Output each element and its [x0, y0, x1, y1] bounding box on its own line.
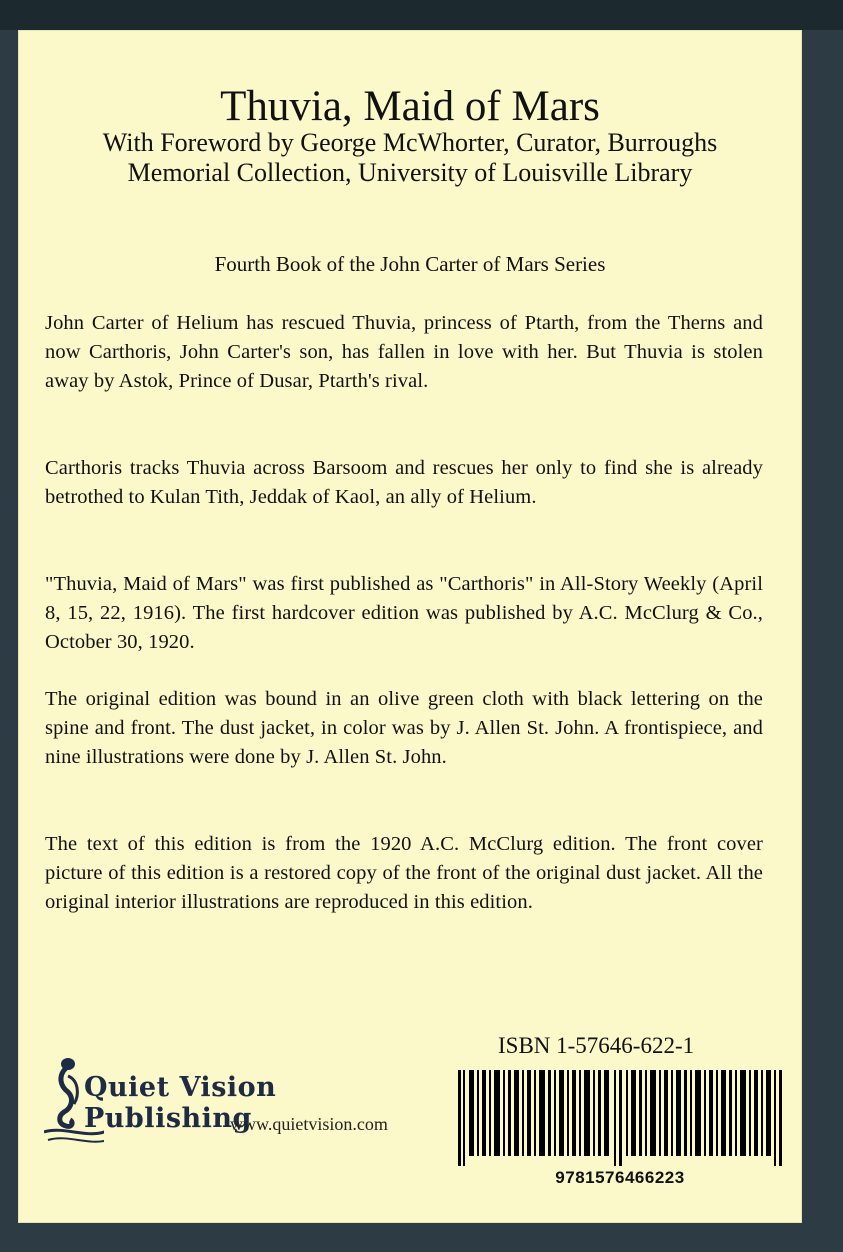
blurb-paragraph: John Carter of Helium has rescued Thuvia, princess of Ptarth, from the Therns and now Carthoris, John Carter's son, has fallen in love with her. But Thuvia is stolen away by Astok, Prince of Dusar, Ptarth's rival. [45, 312, 763, 392]
publisher-url: www.quietvision.com [230, 1114, 388, 1134]
publisher-logo [44, 1050, 444, 1150]
barcode-icon [456, 1070, 784, 1166]
blurb-paragraph: The original edition was bound in an olive green cloth with black lettering on the spine and front. The dust jacket, in color was by J. Allen St. John. A frontispiece, and nine illustrations were done by J. Allen St. John. [45, 688, 763, 768]
barcode-number: 9781576466223 [555, 1168, 685, 1187]
blurb-paragraph: Carthoris tracks Thuvia across Barsoom and rescues her only to find she is already betrothed to Kulan Tith, Jeddak of Kaol, an ally of Helium. [45, 457, 763, 508]
publisher-name: Quiet Vision Publishing [84, 1072, 277, 1134]
blurb-paragraph: "Thuvia, Maid of Mars" was first published as "Carthoris" in All-Story Weekly (April 8, 15, 22, 1916). The first hardcover edition was published by A.C. McClurg & Co., October 30, 1920. [45, 573, 763, 653]
foreword-line-1: With Foreword by George McWhorter, Curator, Burroughs [102, 128, 718, 157]
blurb-paragraph: The text of this edition is from the 1920 A.C. McClurg edition. The front cover picture of this edition is a restored copy of the front of the original dust jacket. All the original interior illustrations are reproduced in this edition. [45, 833, 763, 913]
background-edge [0, 0, 843, 30]
back-cover [18, 30, 802, 1223]
foreword-credit [18, 128, 802, 188]
book-title: Thuvia, Maid of Mars [220, 83, 600, 130]
series-line: Fourth Book of the John Carter of Mars Series [214, 252, 606, 276]
foreword-line-2: Memorial Collection, University of Louisville Library [127, 158, 693, 187]
isbn-label: ISBN 1-57646-622-1 [498, 1033, 695, 1058]
